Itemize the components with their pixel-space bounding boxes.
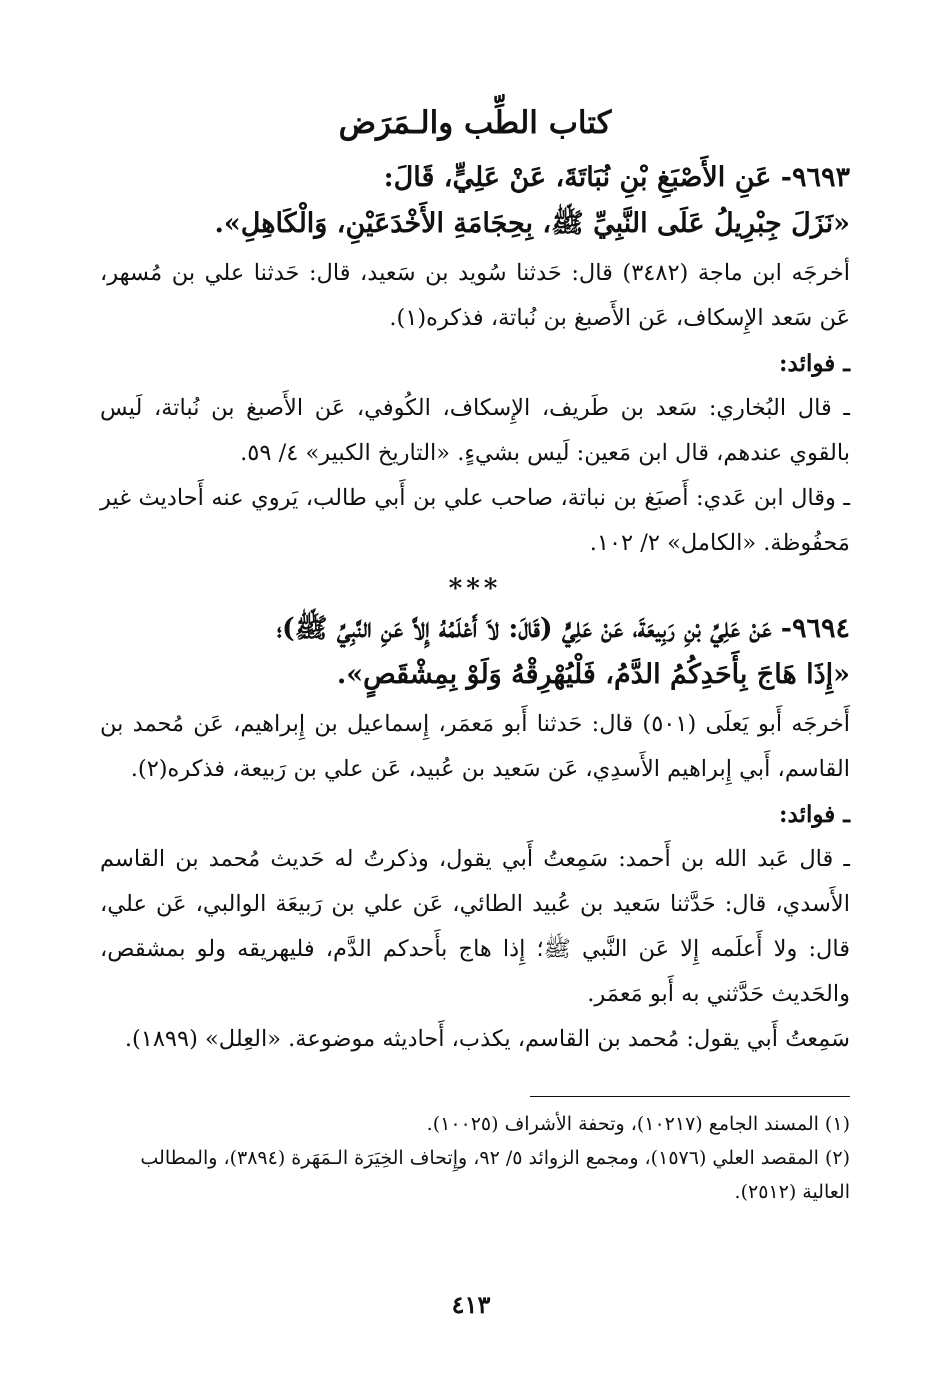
hadith-head: ٩٦٩٤- عَنْ عَلِيِّ بْنِ رَبِيعَةَ، عَنْ عَلِيٍّ (قَالَ: لاَ أَعْلَمُهُ إِلاَّ عَنِ النَّبِيِّ ﷺ)؛ [276,613,850,644]
fawaid-paragraph: ـ قال عَبد الله بن أَحمد: سَمِعتُ أَبي يقول، وذكرتُ له حَديث مُحمد بن القاسم الأَسدي، قال: حَدَّثنا سَعيد بن عُبيد الطائي، عَن علي بن رَبيعَة الوالبي، عَن علي، قال: ولا أَعلَمه إِلا عَن النَّبي ﷺ؛ إِذا هاج بأَحدكم الدَّم، فليهريقه ولو بمشقص، والحَديث حَدَّثني به أَبو مَعمَر. [100,846,850,1007]
footnote-divider [530,1096,850,1097]
fawaid-heading: ـ فوائد: [779,350,850,377]
fawaid-heading: ـ فوائد: [779,801,850,828]
hadith-head: ٩٦٩٣- عَنِ الأَصْبَغِ بْنِ نُبَاتَةَ، عَنْ عَلِيٍّ، قَالَ: [383,162,850,193]
page-body [100,95,850,1209]
hadith-9693 [100,155,850,566]
footnote-item: (١) المسند الجامع (١٠٢١٧)، وتحفة الأشراف (١٠٠٢٥). [426,1113,850,1135]
hadith-text: «نَزَلَ جِبْرِيلُ عَلَى النَّبِيِّ ﷺ، بِحِجَامَةِ الأَخْدَعَيْنِ، وَالْكَاهِلِ». [214,208,850,239]
fawaid-paragraph: ـ قال البُخاري: سَعد بن طَريف، الإِسكاف، الكُوفي، عَن الأَصبغ بن نُباتة، لَيس بالقوي عندهم، قال ابن مَعين: لَيس بشيءٍ. «التاريخ الكبير» ٤/ ٥٩. [100,395,850,466]
chapter-title: كتاب الطِّب والـمَرَض [338,105,612,141]
hadith-text: «إِذَا هَاجَ بِأَحَدِكُمُ الدَّمُ، فَلْيُهْرِقْهُ وَلَوْ بِمِشْقَصٍ». [336,659,850,690]
footnotes [100,1107,850,1209]
fawaid-paragraph: سَمِعتُ أَبي يقول: مُحمد بن القاسم، يكذب، أَحاديثه موضوعة. «العِلل» (١٨٩٩). [124,1026,850,1052]
takhrij-paragraph: أَخرجَه أَبو يَعلَى (٥٠١) قال: حَدثنا أَبو مَعمَر، إِسماعيل بن إِبراهيم، عَن مُحمد بن القاسم، أَبي إِبراهيم الأَسدِي، عَن سَعيد بن عُبيد، عَن علي بن رَبيعة، فذكره(٢). [100,711,850,782]
takhrij-paragraph: أخرجَه ابن ماجة (٣٤٨٢) قال: حَدثنا سُويد بن سَعيد، قال: حَدثنا علي بن مُسهر، عَن سَعد الإِسكاف، عَن الأَصبغ بن نُباتة، فذكره(١). [100,260,850,331]
footnote-item: (٢) المقصد العلي (١٥٧٦)، ومجمع الزوائد ٥/ ٩٢، وإِتحاف الخِيَرَة الـمَهَرة (٣٨٩٤)، والمطالب العالية (٢٥١٢). [140,1147,850,1203]
hadith-9694 [100,606,850,1062]
section-separator: *** [448,574,502,604]
fawaid-paragraph: ـ وقال ابن عَدي: أَصبَغ بن نباتة، صاحب علي بن أَبي طالب، يَروي عنه أَحاديث غير مَحفُوظة. «الكامل» ٢/ ١٠٢. [100,485,850,556]
page-number: ٤١٣ [451,1290,491,1319]
